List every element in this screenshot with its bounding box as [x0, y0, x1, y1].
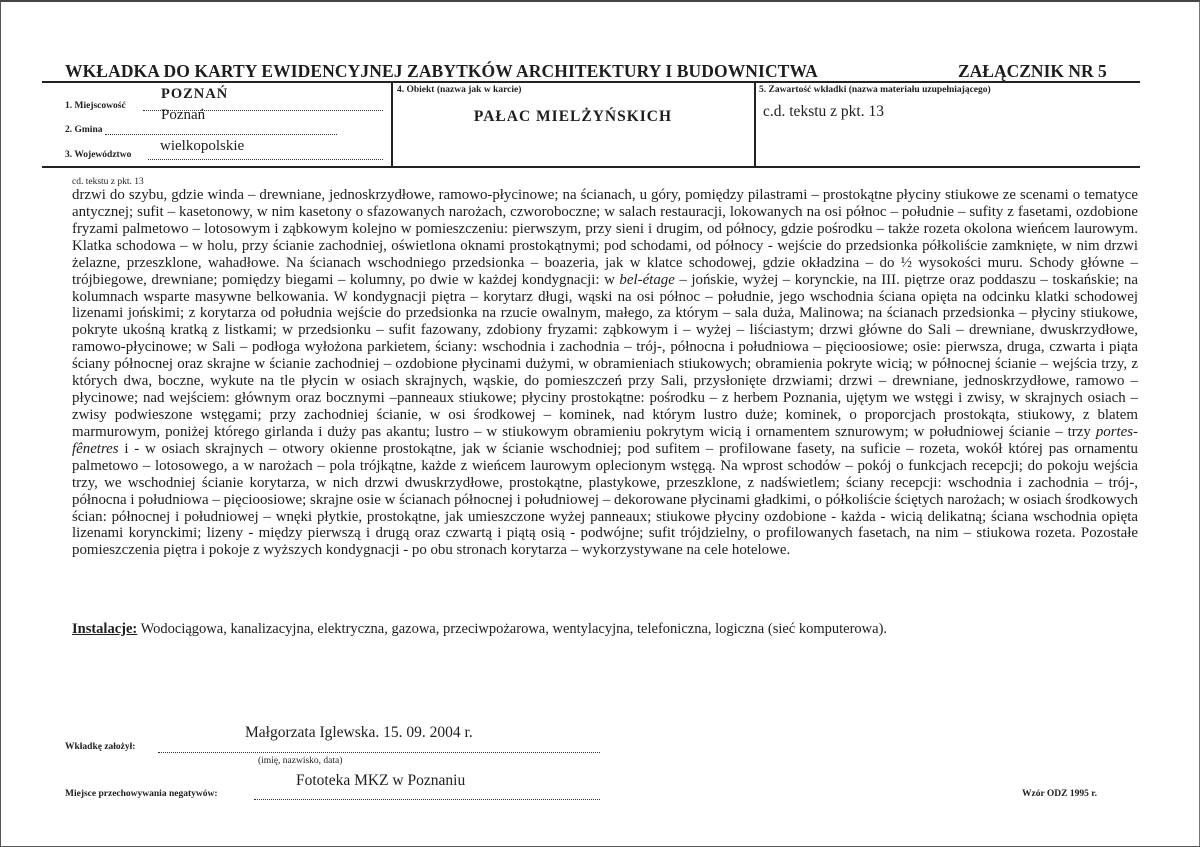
description-paragraph	[72, 187, 1138, 559]
installations-value: Wodociągowa, kanalizacyjna, elektryczna, gazowa, przeciwpożarowa, wentylacyjna, telefoniczna, logiczna (sieć komputerowa).	[137, 621, 888, 637]
object-label: 4. Obiekt (nazwa jak w karcie)	[397, 85, 522, 95]
text-segment: – jońskie, wyżej – korynckie, na III. piętrze oraz poddaszu – toskańskie; na kolumnach wsparte masywne belkowania. W kondygnacji piętra – korytarz długi, wąski na osi północ – południe, jego wschodnia ściana opięta na odcinku klatki schodowej lizenami jońskimi; z korytarza od południa wejście do przedsionka na rzucie owalnym, małego, za którym – sala duża, Malinowa; na ścianach przedsionka – płyciny stiukowe, pokryte ukośną kratką z listkami; w przedsionku – sufit fazowany, zdobiony fryzami: ząbkowym i – wyżej – liściastym; drzwi główne do Sali – drewniane, dwuskrzydłowe, ramowo-płycinowe; w Sali – podłoga wyłożona parkietem, ściany: wschodnia i zachodnia – trój-, północna i południowa – pięcioosiowe; osie: pierwsza, druga, czwarta i piąta ściany północnej oraz skrajne w ścianie zachodniej – ozdobione płycinami dużymi, w obramieniach stiukowych; obramienia pokryte wicią; w północnej ścianie – wejścia trzy, z których dwa, boczne, wykute na tle płycin w osiach skrajnych, wąskie, do pomieszczeń przy Sali, przysłonięte drzwiami; drzwi – drewniane, jednoskrzydłowe, ramowo – płycinowe; nad wejściem: głównym oraz bocznymi –panneaux stiukowe; płyciny prostokątne: pośrodku – z herbem Poznania, ujętym we wstęgi i zwisy, w skrajnych osiach – zwisy podwieszone wstęgami; przy zachodniej ścianie, w osi środkowej – kominek, nad którym lustro duże; kominek, o proporcjach prostokąta, stiukowy, z blatem marmurowym, poniżej którego girlanda i duży pas akantu; lustro – w stiukowym obramieniu pokrytym wicią i ornamentem sznurowym; w południowej ścianie – trzy	[72, 271, 1138, 440]
installations-label: Instalacje:	[72, 621, 138, 637]
commune-label: 2. Gmina	[65, 125, 103, 135]
locality-label: 1. Miejscowość	[65, 101, 126, 111]
object-name: PAŁAC MIELŻYŃSKICH	[473, 108, 673, 125]
form-title: WKŁADKA DO KARTY EWIDENCYJNEJ ZABYTKÓW ARCHITEKTURY I BUDOWNICTWA	[65, 61, 818, 81]
italic-term: bel-étage	[619, 271, 675, 288]
created-by-dotted-line	[158, 752, 600, 753]
italic-term: portes- fênetres	[72, 423, 1138, 457]
storage-label: Miejsce przechowywania negatywów:	[65, 789, 218, 799]
header-rule-top	[42, 81, 1140, 83]
created-by-value: Małgorzata Iglewska. 15. 09. 2004 r.	[245, 724, 473, 741]
voivodeship-label: 3. Województwo	[65, 150, 132, 160]
created-by-hint: (imię, nazwisko, data)	[258, 756, 343, 766]
contents-value: c.d. tekstu z pkt. 13	[763, 103, 884, 120]
commune-dotted-line	[105, 134, 337, 135]
column-divider-2	[754, 82, 756, 167]
annex-number: ZAŁĄCZNIK NR 5	[958, 61, 1107, 81]
storage-dotted-line	[254, 799, 600, 800]
commune-value: Poznań	[161, 107, 206, 123]
form-version: Wzór ODZ 1995 r.	[1022, 789, 1097, 799]
voivodeship-value: wielkopolskie	[160, 138, 245, 154]
description-text	[72, 187, 1138, 559]
continuation-note: cd. tekstu z pkt. 13	[72, 177, 144, 187]
installations	[72, 621, 887, 638]
header-rule-bottom	[42, 166, 1140, 168]
voivodeship-dotted-line	[148, 159, 383, 160]
created-by-label: Wkładkę założył:	[65, 742, 136, 752]
storage-value: Fototeka MKZ w Poznaniu	[296, 772, 466, 789]
text-segment: drzwi do szybu, gdzie winda – drewniane, jednoskrzydłowe, ramowo-płycinowe; na ścianach, u góry, pomiędzy pilastrami – prostokątne płyciny stiukowe ze scenami o tematyce antycznej; sufit – kasetonowy, w nim kasetony o sfazowanych narożach, czworoboczne; w salach restauracji, lokowanych na osi północ – południe – sufity z fasetami, ozdobione fryzami palmetowo – lotosowym i ząbkowym kolejno w pomieszczeniu: pierwszym, przy sieni i drugim, od północy, gdzie pośrodku – także rozeta okolona wieńcem laurowym. Klatka schodowa – w holu, przy ścianie zachodniej, oświetlona oknami prostokątnymi; pod schodami, od północy - wejście do przedsionka półkoliście zamknięte, w nim drzwi żelazne, przeszklone, wahadłowe. Na ścianach wschodniego przedsionka – boazeria, jak w klatce schodowej, gdzie okładzina – do ½ wysokości muru. Schody główne – trójbiegowe, drewniane; pomiędzy biegami – kolumny, po dwie w każdej kondygnacji: w	[72, 187, 1138, 288]
text-segment: i - w osiach skrajnych – otwory okienne prostokątne, jak w ścianie wschodniej; pod sufitem – profilowane fasety, na suficie – rozeta, wokół której pas ornamentu palmetowo – lotosowego, a w narożach – pola trójkątne, każde z wieńcem laurowym oplecionym wstęgą. Na wprost schodów – pokój o funkcjach recepcji; do pokoju wejścia trzy, we wschodniej ścianie korytarza, w nich drzwi dwuskrzydłowe, prostokątne, plastykowe, przeszklone, z nadświetlem; ściany recepcji: wschodnia i zachodnia – trój-, północna i południowa – pięcioosiowe; skrajne osie w ścianach północnej i południowej – dekorowane płycinami gładkimi, o półkoliście ściętych narożach; w osiach środkowych ścian: północnej i południowej – wnęki płytkie, prostokątne, jak umieszczone wyżej panneaux; stiukowe płyciny ozdobione - każda - wicią delikatną; ściana wschodnia opięta lizenami korynckimi; lizeny - między pierwszą i drugą oraz czwartą i piątą osią - podwójne; sufit trójdzielny, o profilowanych fasetach, na nim – stiukowa rozeta. Pozostałe pomieszczenia piętra i pokoje z wyższych kondygnacji - po obu stronach korytarza – wykorzystywane na cele hotelowe.	[72, 440, 1138, 559]
contents-label: 5. Zawartość wkładki (nazwa materiału uzupełniającego)	[759, 85, 991, 95]
locality-value: POZNAŃ	[161, 86, 229, 102]
